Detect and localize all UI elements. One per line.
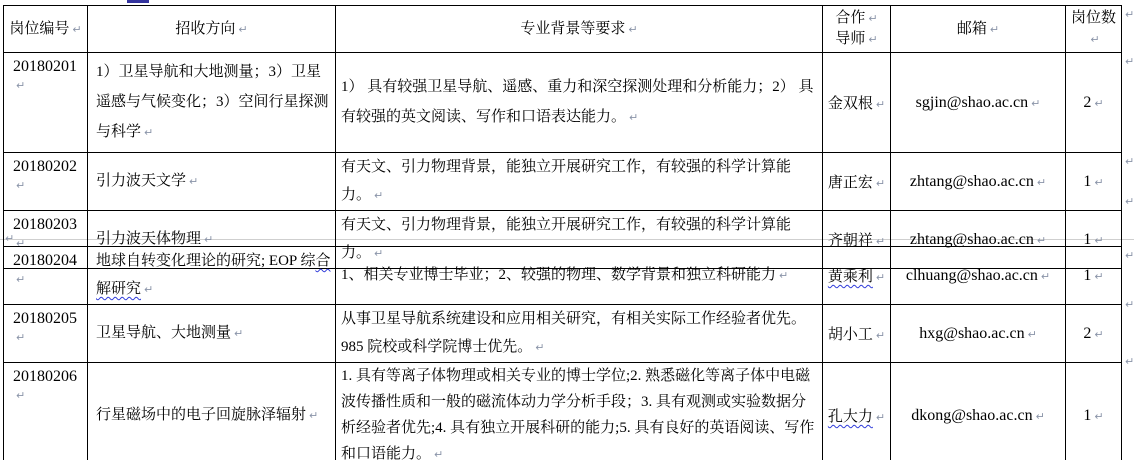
table-row [4, 247, 1122, 305]
pilcrow-mark: ↵ [1094, 327, 1104, 341]
pilcrow-mark: ↵ [629, 111, 639, 124]
cell-text: 1. 具有等离子体物理或相关专业的博士学位;2. 熟悉磁化等离子体中电磁波传播性质和一般的磁流体动力学分析手段；3. 具有观测或实验数据分析经验者优先;4. 具有独立开展科研的能力;5. 具有良好的英语阅读、写作和口语能力。 [341, 368, 815, 460]
cell-text: 2 [1083, 324, 1092, 342]
pilcrow-mark: ↵ [238, 22, 248, 36]
column-header [88, 6, 336, 53]
cell-email [891, 305, 1066, 363]
cell-mentor [823, 153, 891, 211]
cell-requirements [336, 153, 823, 211]
header-text: 岗位数 [1070, 10, 1116, 26]
header-text: 邮箱 [956, 20, 987, 37]
cell-text: 胡小工 [827, 327, 873, 343]
pilcrow-mark: ↵ [989, 22, 1000, 36]
table-row [4, 305, 1122, 363]
cell-text: dkong@shao.ac.cn [911, 406, 1033, 424]
pilcrow-mark: ↵ [1094, 269, 1104, 283]
cell-text: 引力波天体物理 [96, 231, 202, 247]
pilcrow-mark: ↵ [875, 177, 886, 190]
cell-text: 1 [1083, 406, 1092, 424]
pilcrow-mark: ↵ [144, 283, 154, 296]
pilcrow-mark: ↵ [16, 79, 26, 92]
recruitment-table-1 [3, 5, 1122, 269]
cell-text: 1 [1083, 230, 1092, 248]
cell-text: hxg@shao.ac.cn [919, 324, 1025, 342]
cell-text: 20180202 [13, 158, 77, 175]
cell-count [1066, 153, 1122, 211]
pilcrow-mark: ↵ [628, 22, 638, 36]
column-header [823, 6, 891, 53]
cell-text: 20180204 [13, 252, 77, 269]
cell-text: 有天文、引力物理背景，能独立开展研究工作，有较强的科学计算能力。 [341, 217, 792, 261]
table-row [4, 53, 1122, 153]
pilcrow-mark: ↵ [374, 247, 384, 260]
cell-text: 金双根 [827, 96, 873, 112]
pilcrow-mark: ↵ [16, 331, 26, 344]
pilcrow-mark: ↵ [1094, 175, 1104, 189]
cell-text: 从事卫星导航系统建设和应用相关研究，有相关实际工作经验者优先。985 院校或科学院博士优先。 [341, 311, 807, 355]
cell-direction [88, 53, 336, 153]
pilcrow-mark: ↵ [5, 232, 15, 245]
cell-text: 20180203 [13, 216, 77, 233]
cell-id [4, 305, 88, 363]
header-text: 导师 [835, 31, 866, 47]
cell-text: 地球自转变化理论的研究; EOP 综 [96, 253, 316, 269]
column-header [891, 6, 1066, 53]
recruitment-table-2 [3, 246, 1122, 460]
cell-text: 1 [1083, 266, 1092, 284]
cell-direction [88, 305, 336, 363]
cell-email [891, 363, 1066, 460]
table-row [4, 363, 1122, 460]
cell-count [1066, 247, 1122, 305]
cell-text: clhuang@shao.ac.cn [905, 266, 1038, 284]
cell-text: 有天文、引力物理背景，能独立开展研究工作，有较强的科学计算能力。 [341, 159, 792, 203]
pilcrow-mark: ↵ [1035, 409, 1045, 423]
column-header [336, 6, 823, 53]
pilcrow-mark: ↵ [875, 411, 886, 424]
cell-text: 20180201 [13, 58, 77, 75]
pilcrow-mark: ↵ [16, 389, 26, 402]
row-end-mark: ↵ [1125, 249, 1134, 262]
cell-text: 唐正宏 [827, 175, 873, 191]
pilcrow-mark: ↵ [1094, 233, 1104, 247]
pilcrow-mark: ↵ [875, 98, 886, 111]
pilcrow-mark: ↵ [204, 233, 214, 246]
row-end-mark: ↵ [1125, 195, 1134, 208]
cell-id [4, 247, 88, 305]
pilcrow-mark: ↵ [234, 327, 244, 340]
cell-email [891, 153, 1066, 211]
cell-email [891, 247, 1066, 305]
cell-requirements [336, 305, 823, 363]
pilcrow-mark: ↵ [875, 235, 886, 248]
pilcrow-mark: ↵ [434, 448, 444, 460]
row-end-mark: ↵ [1125, 155, 1134, 168]
pilcrow-mark: ↵ [1036, 233, 1047, 247]
pilcrow-mark: ↵ [875, 329, 886, 342]
pilcrow-mark: ↵ [1090, 33, 1100, 46]
pilcrow-mark: ↵ [1094, 96, 1104, 110]
cell-direction [88, 363, 336, 460]
cell-mentor [823, 53, 891, 153]
cell-count [1066, 363, 1122, 460]
pilcrow-mark: ↵ [535, 341, 545, 354]
cell-text: 1） 具有较强卫星导航、遥感、重力和深空探测处理和分析能力；2） 具有较强的英文阅读、写作和口语表达能力。 [341, 79, 814, 125]
cropped-text-artifact [127, 0, 149, 3]
row-end-mark: ↵ [1125, 298, 1134, 311]
cell-requirements [336, 363, 823, 460]
cell-text: 行星磁场中的电子回旋脉泽辐射 [96, 407, 307, 423]
header-text: 招收方向 [175, 20, 236, 37]
cell-mentor [823, 305, 891, 363]
cell-text: 1、相关专业博士毕业；2、较强的物理、数学背景和独立科研能力 [341, 267, 777, 283]
pilcrow-mark: ↵ [374, 189, 384, 202]
pilcrow-mark: ↵ [16, 179, 26, 192]
cell-mentor [823, 247, 891, 305]
table-row [4, 153, 1122, 211]
cell-text: 1 [1083, 172, 1092, 190]
cell-mentor [823, 363, 891, 460]
cell-text: 20180205 [13, 310, 77, 327]
header-text: 合作 [835, 10, 866, 26]
cell-direction [88, 247, 336, 305]
spellcheck-flagged-text: 黄乘利 [827, 269, 873, 285]
cell-text: zhtang@shao.ac.cn [909, 172, 1034, 190]
cell-text: 卫星导航、大地测量 [96, 325, 232, 341]
cell-text: sgjin@shao.ac.cn [915, 93, 1029, 111]
cell-text: 1）卫星导航和大地测量；3）卫星遥感与气候变化；3）空间行星探测与科学 [96, 64, 329, 140]
cell-count [1066, 305, 1122, 363]
cell-text: 20180206 [13, 368, 77, 385]
cell-direction [88, 153, 336, 211]
cell-requirements [336, 53, 823, 153]
cell-email [891, 53, 1066, 153]
row-end-mark: ↵ [1125, 355, 1134, 368]
pilcrow-mark: ↵ [1036, 175, 1047, 189]
header-text: 专业背景等要求 [520, 20, 626, 37]
cell-text: 齐朝祥 [827, 233, 873, 249]
pilcrow-mark: ↵ [72, 22, 82, 36]
column-header [4, 6, 88, 53]
pilcrow-mark: ↵ [189, 175, 199, 188]
cell-text: 引力波天文学 [96, 173, 187, 189]
pilcrow-mark: ↵ [16, 273, 26, 286]
pilcrow-mark: ↵ [309, 409, 319, 422]
pilcrow-mark: ↵ [1094, 409, 1104, 423]
pilcrow-mark: ↵ [875, 271, 886, 284]
pilcrow-mark: ↵ [1027, 327, 1037, 341]
pilcrow-mark: ↵ [1031, 96, 1041, 110]
row-end-mark: ↵ [1125, 55, 1134, 68]
cell-text: zhtang@shao.ac.cn [909, 230, 1034, 248]
spellcheck-flagged-text: 合解研究 [96, 253, 331, 297]
pilcrow-mark: ↵ [779, 269, 789, 282]
pilcrow-mark: ↵ [144, 126, 154, 139]
header-row [4, 6, 1122, 53]
cell-id [4, 363, 88, 460]
pilcrow-mark: ↵ [1040, 269, 1051, 283]
cell-requirements [336, 247, 823, 305]
pilcrow-mark: ↵ [16, 237, 26, 250]
cell-id [4, 153, 88, 211]
header-text: 岗位编号 [9, 20, 70, 37]
spellcheck-flagged-text: 孔大力 [827, 409, 873, 425]
cell-id [4, 53, 88, 153]
pilcrow-mark: ↵ [868, 33, 878, 46]
cell-text: 2 [1083, 93, 1092, 111]
row-end-mark: ↵ [1125, 8, 1134, 21]
column-header [1066, 6, 1122, 53]
pilcrow-mark: ↵ [868, 12, 878, 25]
cell-count [1066, 53, 1122, 153]
